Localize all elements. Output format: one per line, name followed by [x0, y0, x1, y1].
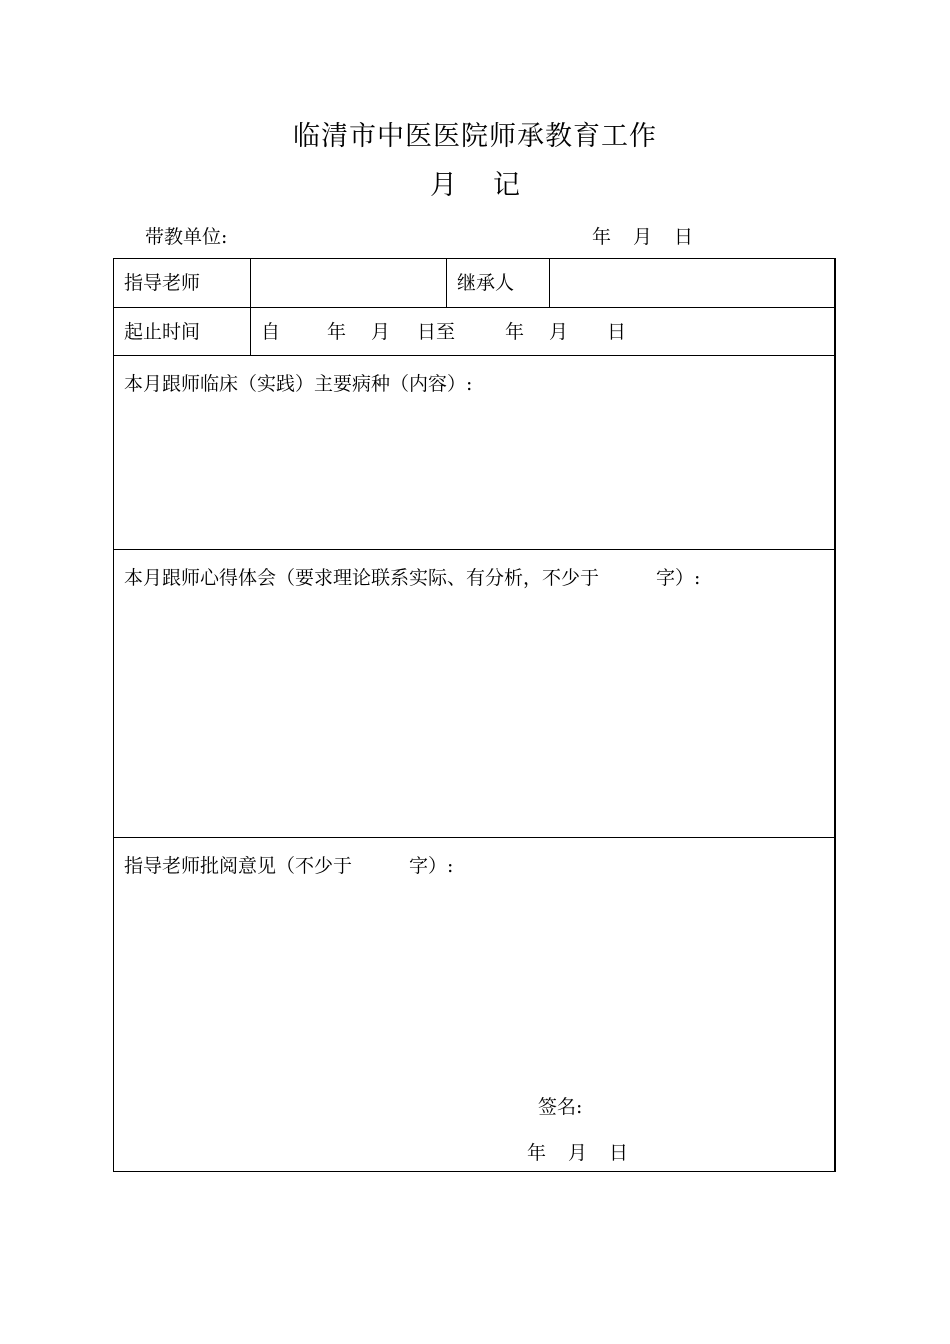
- teacher-label: 指导老师: [114, 259, 251, 307]
- period-part: 年: [327, 321, 347, 343]
- signature-date: [527, 1138, 650, 1165]
- experience-label: 本月跟师心得体会（要求理论联系实际、有分析，不少于 字）:: [124, 567, 701, 589]
- period-label: 起止时间: [114, 308, 251, 355]
- period-row: [114, 308, 834, 356]
- inheritor-field[interactable]: [550, 259, 834, 307]
- page-subtitle: [0, 163, 950, 202]
- clinical-section[interactable]: [114, 356, 834, 550]
- teacher-row: [114, 259, 834, 308]
- sig-date-day: 日: [609, 1142, 629, 1164]
- teacher-field[interactable]: [251, 259, 447, 307]
- sig-date-month: 月: [568, 1142, 588, 1164]
- subtitle-part: 月: [430, 170, 457, 201]
- inheritor-label: 继承人: [447, 259, 550, 307]
- page-title: 临清市中医医院师承教育工作: [293, 121, 657, 152]
- period-field[interactable]: [251, 308, 834, 355]
- review-section[interactable]: [114, 838, 834, 1171]
- header-date: [592, 222, 715, 249]
- period-part: 自: [261, 321, 281, 343]
- experience-section[interactable]: [114, 550, 834, 838]
- signature-label: 签名:: [538, 1096, 583, 1118]
- date-day: 日: [674, 226, 694, 248]
- clinical-label: 本月跟师临床（实践）主要病种（内容）:: [124, 373, 473, 395]
- period-part: 日至: [417, 321, 456, 343]
- unit-label: 带教单位:: [145, 226, 228, 248]
- sig-date-year: 年: [527, 1142, 547, 1164]
- period-part: 年: [505, 321, 525, 343]
- date-year: 年: [592, 226, 612, 248]
- record-form: [113, 258, 836, 1172]
- period-part: 月: [371, 321, 391, 343]
- subtitle-part: 记: [493, 170, 520, 201]
- date-month: 月: [633, 226, 653, 248]
- period-part: 日: [607, 321, 627, 343]
- period-part: 月: [549, 321, 569, 343]
- review-label: 指导老师批阅意见（不少于 字）:: [124, 855, 454, 877]
